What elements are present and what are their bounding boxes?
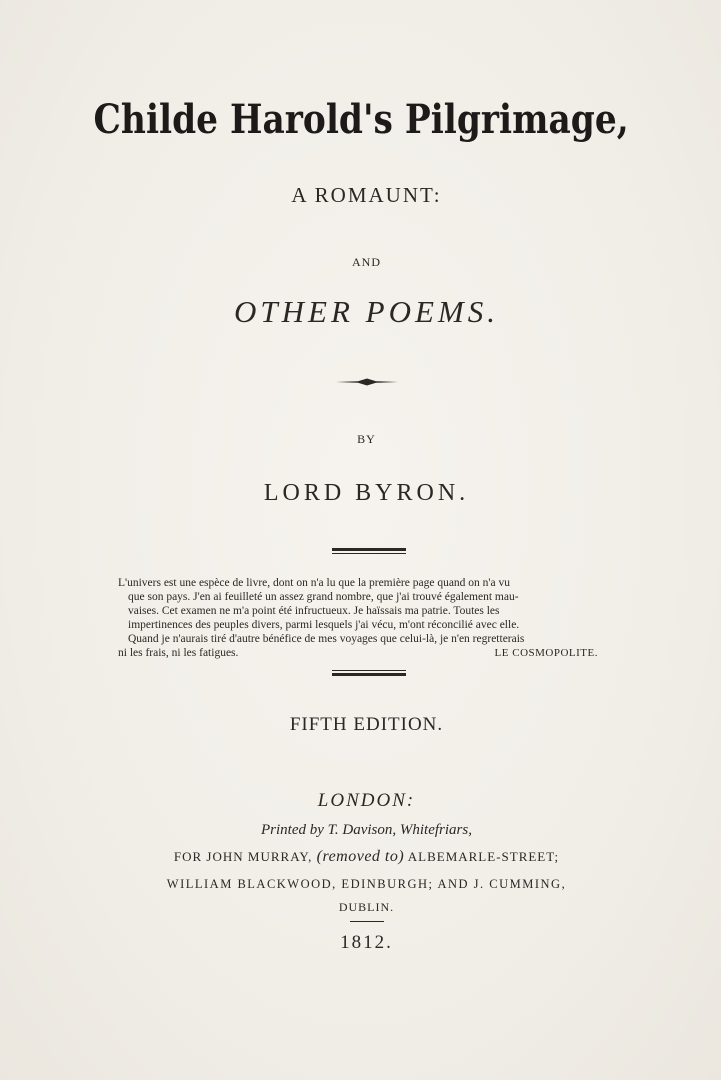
epigraph-line: ni les frais, ni les fatigues.: [118, 647, 239, 659]
epigraph-line: Quand je n'aurais tiré d'autre bénéfice de mes voyages que celui-là, je n'en regretterais: [128, 633, 525, 645]
book-title: Childe Harold's Pilgrimage,: [93, 96, 629, 143]
imprint-publisher: [6, 848, 721, 866]
other-poems-heading: OTHER POEMS.: [234, 294, 499, 329]
epigraph-line: vaises. Cet examen ne m'a point été infructueux. Je haïssais ma patrie. Toutes les: [128, 605, 500, 617]
double-rule-top: [332, 548, 406, 556]
publisher-post: ALBEMARLE-STREET;: [407, 849, 560, 864]
imprint-dublin: DUBLIN.: [338, 900, 395, 914]
imprint-city: LONDON:: [317, 790, 416, 811]
conjunction: AND: [352, 255, 381, 269]
double-rule-bottom: [332, 670, 406, 678]
epigraph-line: que son pays. J'en ai feuilleté un assez grand nombre, que j'ai trouvé également mau-: [128, 591, 519, 603]
epigraph-attribution: LE COSMOPOLITE.: [494, 647, 598, 659]
edition: FIFTH EDITION.: [289, 714, 444, 735]
by-label: BY: [357, 432, 376, 446]
imprint-printer: Printed by T. Davison, Whitefriars,: [261, 822, 472, 838]
ornament-divider: [336, 377, 398, 387]
epigraph: [118, 576, 620, 660]
epigraph-line: impertinences des peuples divers, parmi lesquels j'ai vécu, m'ont réconcilié avec elle.: [128, 619, 520, 631]
author-name: LORD BYRON.: [263, 480, 470, 506]
publisher-pre: FOR JOHN MURRAY,: [173, 849, 313, 864]
publisher-removed: (removed to): [316, 848, 405, 865]
epigraph-line: L'univers est une espèce de livre, dont on n'a lu que la première page quand on n'a vu: [118, 577, 510, 589]
publication-year: 1812.: [340, 932, 393, 953]
epigraph-last-line: [118, 646, 598, 660]
short-rule: [350, 921, 384, 922]
imprint-others: WILLIAM BLACKWOOD, EDINBURGH; AND J. CUMMING,: [166, 877, 567, 891]
subtitle: A ROMAUNT:: [291, 183, 442, 207]
